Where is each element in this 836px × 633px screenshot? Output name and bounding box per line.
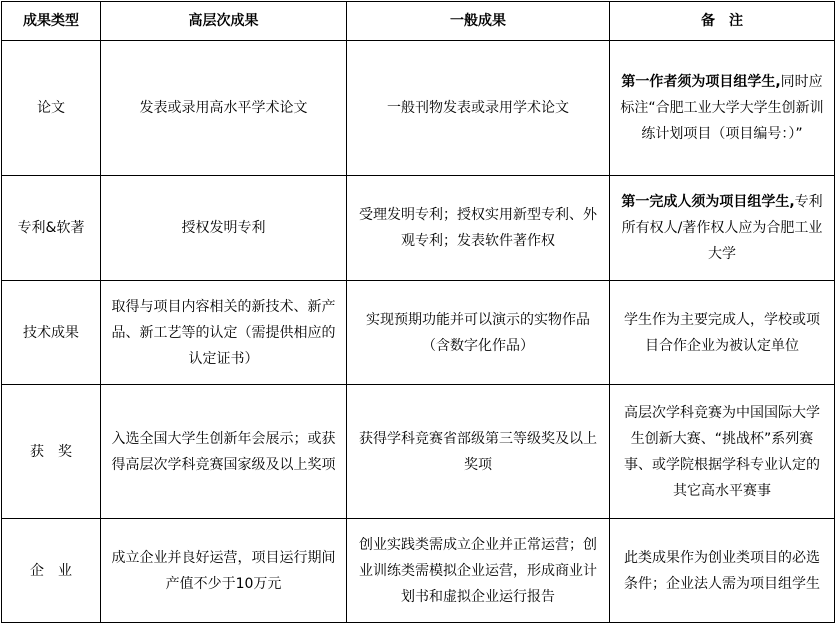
table-row: [2, 41, 835, 176]
high-cell: 发表或录用高水平学术论文: [101, 41, 347, 176]
type-cell: 论文: [2, 41, 101, 176]
general-cell: 创业实践类需成立企业并正常运营；创业训练类需模拟企业运营，形成商业计划书和虚拟企业运行报告: [347, 519, 610, 623]
remarks-text: 学生作为主要完成人，学校或项目合作企业为被认定单位: [624, 311, 820, 354]
header-row: [2, 2, 835, 41]
header-general: 一般成果: [347, 2, 610, 41]
high-cell: 入选全国大学生创新年会展示；或获得高层次学科竞赛国家级及以上奖项: [101, 385, 347, 519]
table-row: [2, 176, 835, 281]
table-row: [2, 281, 835, 385]
header-remarks: 备 注: [610, 2, 835, 41]
high-cell: 取得与项目内容相关的新技术、新产品、新工艺等的认定（需提供相应的认定证书）: [101, 281, 347, 385]
remarks-text: 高层次学科竞赛为中国国际大学生创新大赛、“挑战杯”系列赛事、或学院根据学科专业认定的其它高水平赛事: [624, 404, 820, 499]
table-row: [2, 519, 835, 623]
type-cell: 技术成果: [2, 281, 101, 385]
high-cell: 成立企业并良好运营，项目运行期间产值不少于10万元: [101, 519, 347, 623]
remarks-cell: [610, 41, 835, 176]
type-cell: 专利&软著: [2, 176, 101, 281]
remarks-cell: [610, 176, 835, 281]
general-cell: 实现预期功能并可以演示的实物作品（含数字化作品）: [347, 281, 610, 385]
type-cell: 获 奖: [2, 385, 101, 519]
remarks-cell: [610, 385, 835, 519]
remarks-text: 同时应标注“合肥工业大学大学生创新训练计划项目（项目编号：）”: [620, 74, 824, 142]
remarks-text: 此类成果作为创业类项目的必选条件；企业法人需为项目组学生: [624, 549, 820, 592]
remarks-cell: [610, 281, 835, 385]
general-cell: 一般刊物发表或录用学术论文: [347, 41, 610, 176]
header-high-level: 高层次成果: [101, 2, 347, 41]
general-cell: 受理发明专利；授权实用新型专利、外观专利；发表软件著作权: [347, 176, 610, 281]
high-cell: 授权发明专利: [101, 176, 347, 281]
type-cell: 企 业: [2, 519, 101, 623]
remarks-bold: 第一作者须为项目组学生,: [621, 74, 781, 90]
remarks-text: 专利所有权人/著作权人应为合肥工业大学: [621, 194, 823, 262]
remarks-cell: [610, 519, 835, 623]
table-row: [2, 385, 835, 519]
remarks-bold: 第一完成人须为项目组学生,: [621, 194, 795, 210]
outcomes-table: [1, 1, 835, 623]
header-type: 成果类型: [2, 2, 101, 41]
general-cell: 获得学科竞赛省部级第三等级奖及以上奖项: [347, 385, 610, 519]
